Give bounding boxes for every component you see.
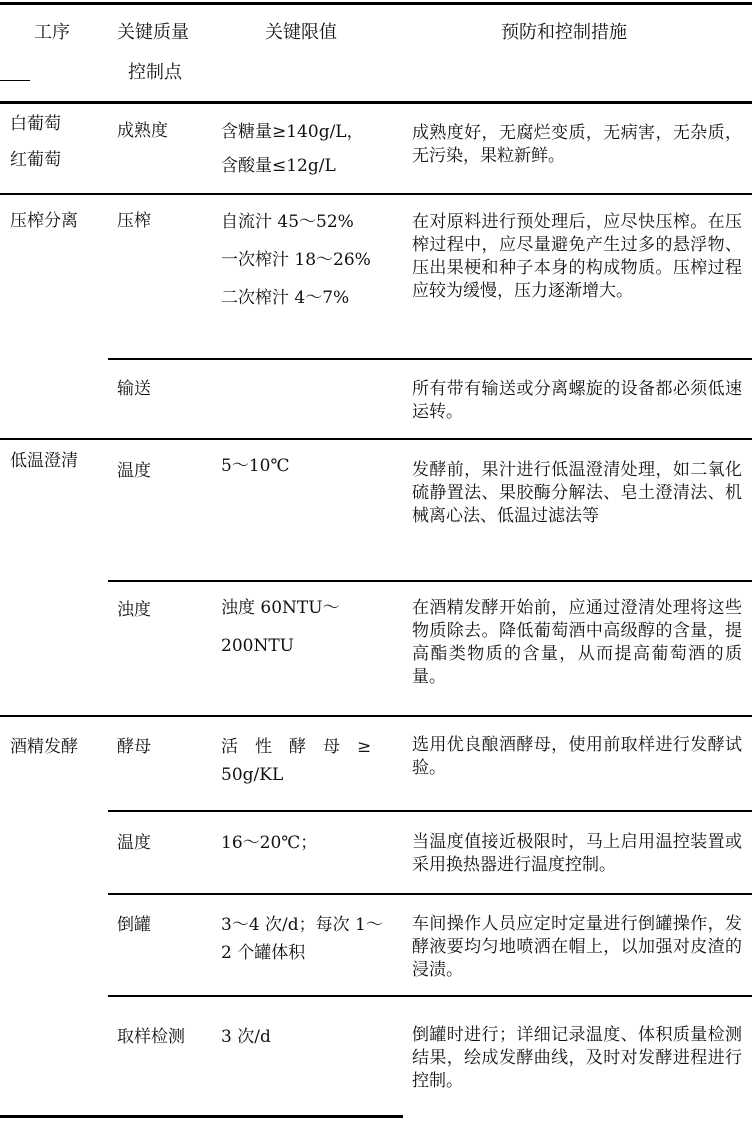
control-point: 输送: [117, 379, 151, 399]
control-point: 压榨: [117, 211, 151, 231]
limit-cell: [221, 115, 364, 183]
header-point-line1: 关键质量: [117, 22, 189, 43]
limit-line: 二次榨汁 4～7%: [221, 288, 350, 308]
control-point: 温度: [117, 833, 151, 853]
limit-line: 自流汁 45～52%: [221, 212, 354, 232]
limit-cell: [221, 733, 371, 789]
limit-line: 2 个罐体积: [221, 943, 306, 963]
control-point: 温度: [117, 461, 151, 481]
limit-cell: [221, 911, 383, 967]
control-point: 浊度: [117, 600, 151, 620]
measure-text: 发酵前，果汁进行低温澄清处理，如二氧化硫静置法、果胶酶分解法、皂土澄清法、机械离心法、低温过滤法等: [412, 460, 742, 526]
header-measure: 预防和控制措施: [501, 22, 627, 43]
limit-line: 5～10℃: [221, 456, 290, 476]
header-process: 工序: [34, 22, 70, 43]
measure-text: 倒罐时进行；详细记录温度、体积质量检测结果，绘成发酵曲线，及时对发酵进程进行控制。: [412, 1025, 742, 1091]
limit-line: 3 次/d: [221, 1027, 271, 1047]
limit-line: 活 性 酵 母 ≥: [221, 737, 372, 757]
row-rule: [108, 580, 752, 582]
control-point: 取样检测: [117, 1027, 185, 1047]
limit-line: 含酸量≤12g/L: [221, 156, 336, 176]
measure-text: 成熟度好，无腐烂变质，无病害，无杂质，无污染，果粒新鲜。: [412, 123, 742, 166]
limit-line: 50g/KL: [221, 765, 284, 785]
limit-cell: [221, 203, 371, 317]
process-label: 酒精发酵: [10, 737, 78, 757]
process-cell: [10, 106, 61, 178]
row-rule: [0, 715, 752, 717]
row-rule: [108, 893, 752, 895]
process-label: 低温澄清: [10, 451, 78, 471]
header-bottom-rule: [0, 101, 752, 104]
limit-cell: [221, 589, 340, 665]
limit-line: 3～4 次/d；每次 1～: [221, 915, 383, 935]
row-rule: [108, 810, 752, 812]
limit-line: 一次榨汁 18～26%: [221, 250, 371, 270]
measure-text: 车间操作人员应定时定量进行倒罐操作，发酵液要均匀地喷洒在帽上，以加强对皮渣的浸渍。: [412, 914, 742, 980]
measure-text: 在对原料进行预处理后，应尽快压榨。在压榨过程中，应尽量避免产生过多的悬浮物、压出果梗和种子本身的构成物质。压榨过程应较为缓慢，压力逐渐增大。: [412, 212, 742, 301]
limit-line: 含糖量≥140g/L，: [221, 122, 364, 142]
measure-text: 当温度值接近极限时，马上启用温控装置或采用换热器进行温度控制。: [412, 832, 742, 875]
limit-line: 16～20℃；: [221, 833, 318, 853]
header-stub-rule: [0, 80, 30, 81]
row-rule: [108, 358, 752, 360]
limit-line: 200NTU: [221, 636, 294, 656]
measure-text: 在酒精发酵开始前，应通过澄清处理将这些物质除去。降低葡萄酒中高级醇的含量，提高酯类物质的含量，从而提高葡萄酒的质量。: [412, 598, 742, 687]
measure-text: 选用优良酿酒酵母，使用前取样进行发酵试验。: [412, 735, 742, 778]
process-label: 白葡萄: [10, 114, 61, 134]
process-label: 压榨分离: [10, 211, 78, 231]
table-bottom-rule: [0, 1115, 403, 1118]
control-point: 酵母: [117, 737, 151, 757]
limit-line: 浊度 60NTU～: [221, 598, 340, 618]
row-rule: [108, 995, 752, 997]
control-point: 倒罐: [117, 915, 151, 935]
row-rule: [0, 438, 752, 440]
header-point-line2: 控制点: [128, 62, 182, 83]
table-top-rule: [0, 2, 752, 5]
process-label: 红葡萄: [10, 150, 61, 170]
header-limit: 关键限值: [265, 22, 337, 43]
measure-text: 所有带有输送或分离螺旋的设备都必须低速运转。: [412, 379, 742, 422]
row-rule: [0, 193, 752, 195]
control-point: 成熟度: [117, 121, 168, 141]
